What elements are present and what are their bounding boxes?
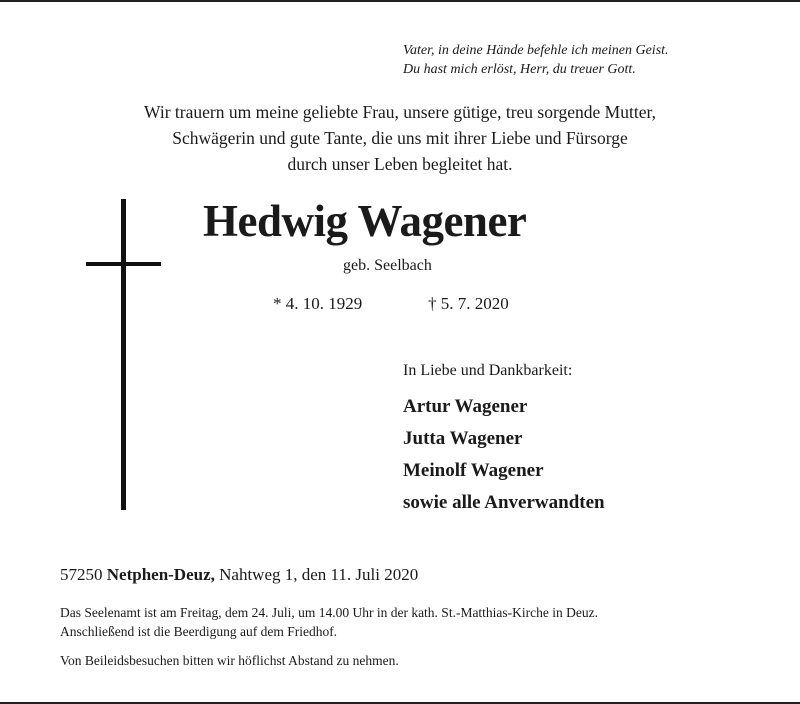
mourners-label: In Liebe und Dankbarkeit:: [403, 362, 573, 379]
cross-vertical-bar: [121, 199, 126, 510]
burial-note: Anschließend ist die Beerdigung auf dem Friedhof.: [60, 624, 338, 639]
death-date: † 5. 7. 2020: [428, 294, 509, 313]
place-and-date: [60, 565, 418, 585]
deceased-name: Hedwig Wagener: [203, 196, 527, 246]
mourner-name: Meinolf Wagener: [403, 460, 544, 481]
postal-code: 57250: [60, 565, 103, 584]
intro-line: durch unser Leben begleitet hat.: [287, 154, 513, 174]
service-note: Das Seelenamt ist am Freitag, dem 24. Juli, um 14.00 Uhr in der kath. St.-Matthias-Kirche in Deuz.: [60, 605, 599, 620]
address-date: Nahtweg 1, den 11. Juli 2020: [219, 565, 419, 584]
mourners-list: [403, 391, 605, 519]
cross-horizontal-bar: [86, 262, 161, 266]
intro-line: Wir trauern um meine geliebte Frau, unsere gütige, treu sorgende Mutter,: [144, 102, 656, 122]
funeral-notes: [60, 603, 598, 670]
verse-line: Vater, in deine Hände befehle ich meinen Geist.: [403, 43, 669, 58]
town-name: Netphen-Deuz,: [106, 565, 215, 584]
condolence-note: Von Beileidsbesuchen bitten wir höflichst Abstand zu nehmen.: [60, 653, 399, 668]
intro-text: [0, 99, 800, 177]
verse-line: Du hast mich erlöst, Herr, du treuer Gott.: [403, 62, 636, 77]
bible-verse: [403, 41, 669, 79]
mourner-name: sowie alle Anverwandten: [403, 492, 605, 513]
maiden-name: geb. Seelbach: [343, 257, 432, 274]
intro-line: Schwägerin und gute Tante, die uns mit ihrer Liebe und Fürsorge: [172, 128, 628, 148]
mourner-name: Jutta Wagener: [403, 428, 523, 449]
mourner-name: Artur Wagener: [403, 396, 528, 417]
birth-date: * 4. 10. 1929: [273, 294, 363, 313]
